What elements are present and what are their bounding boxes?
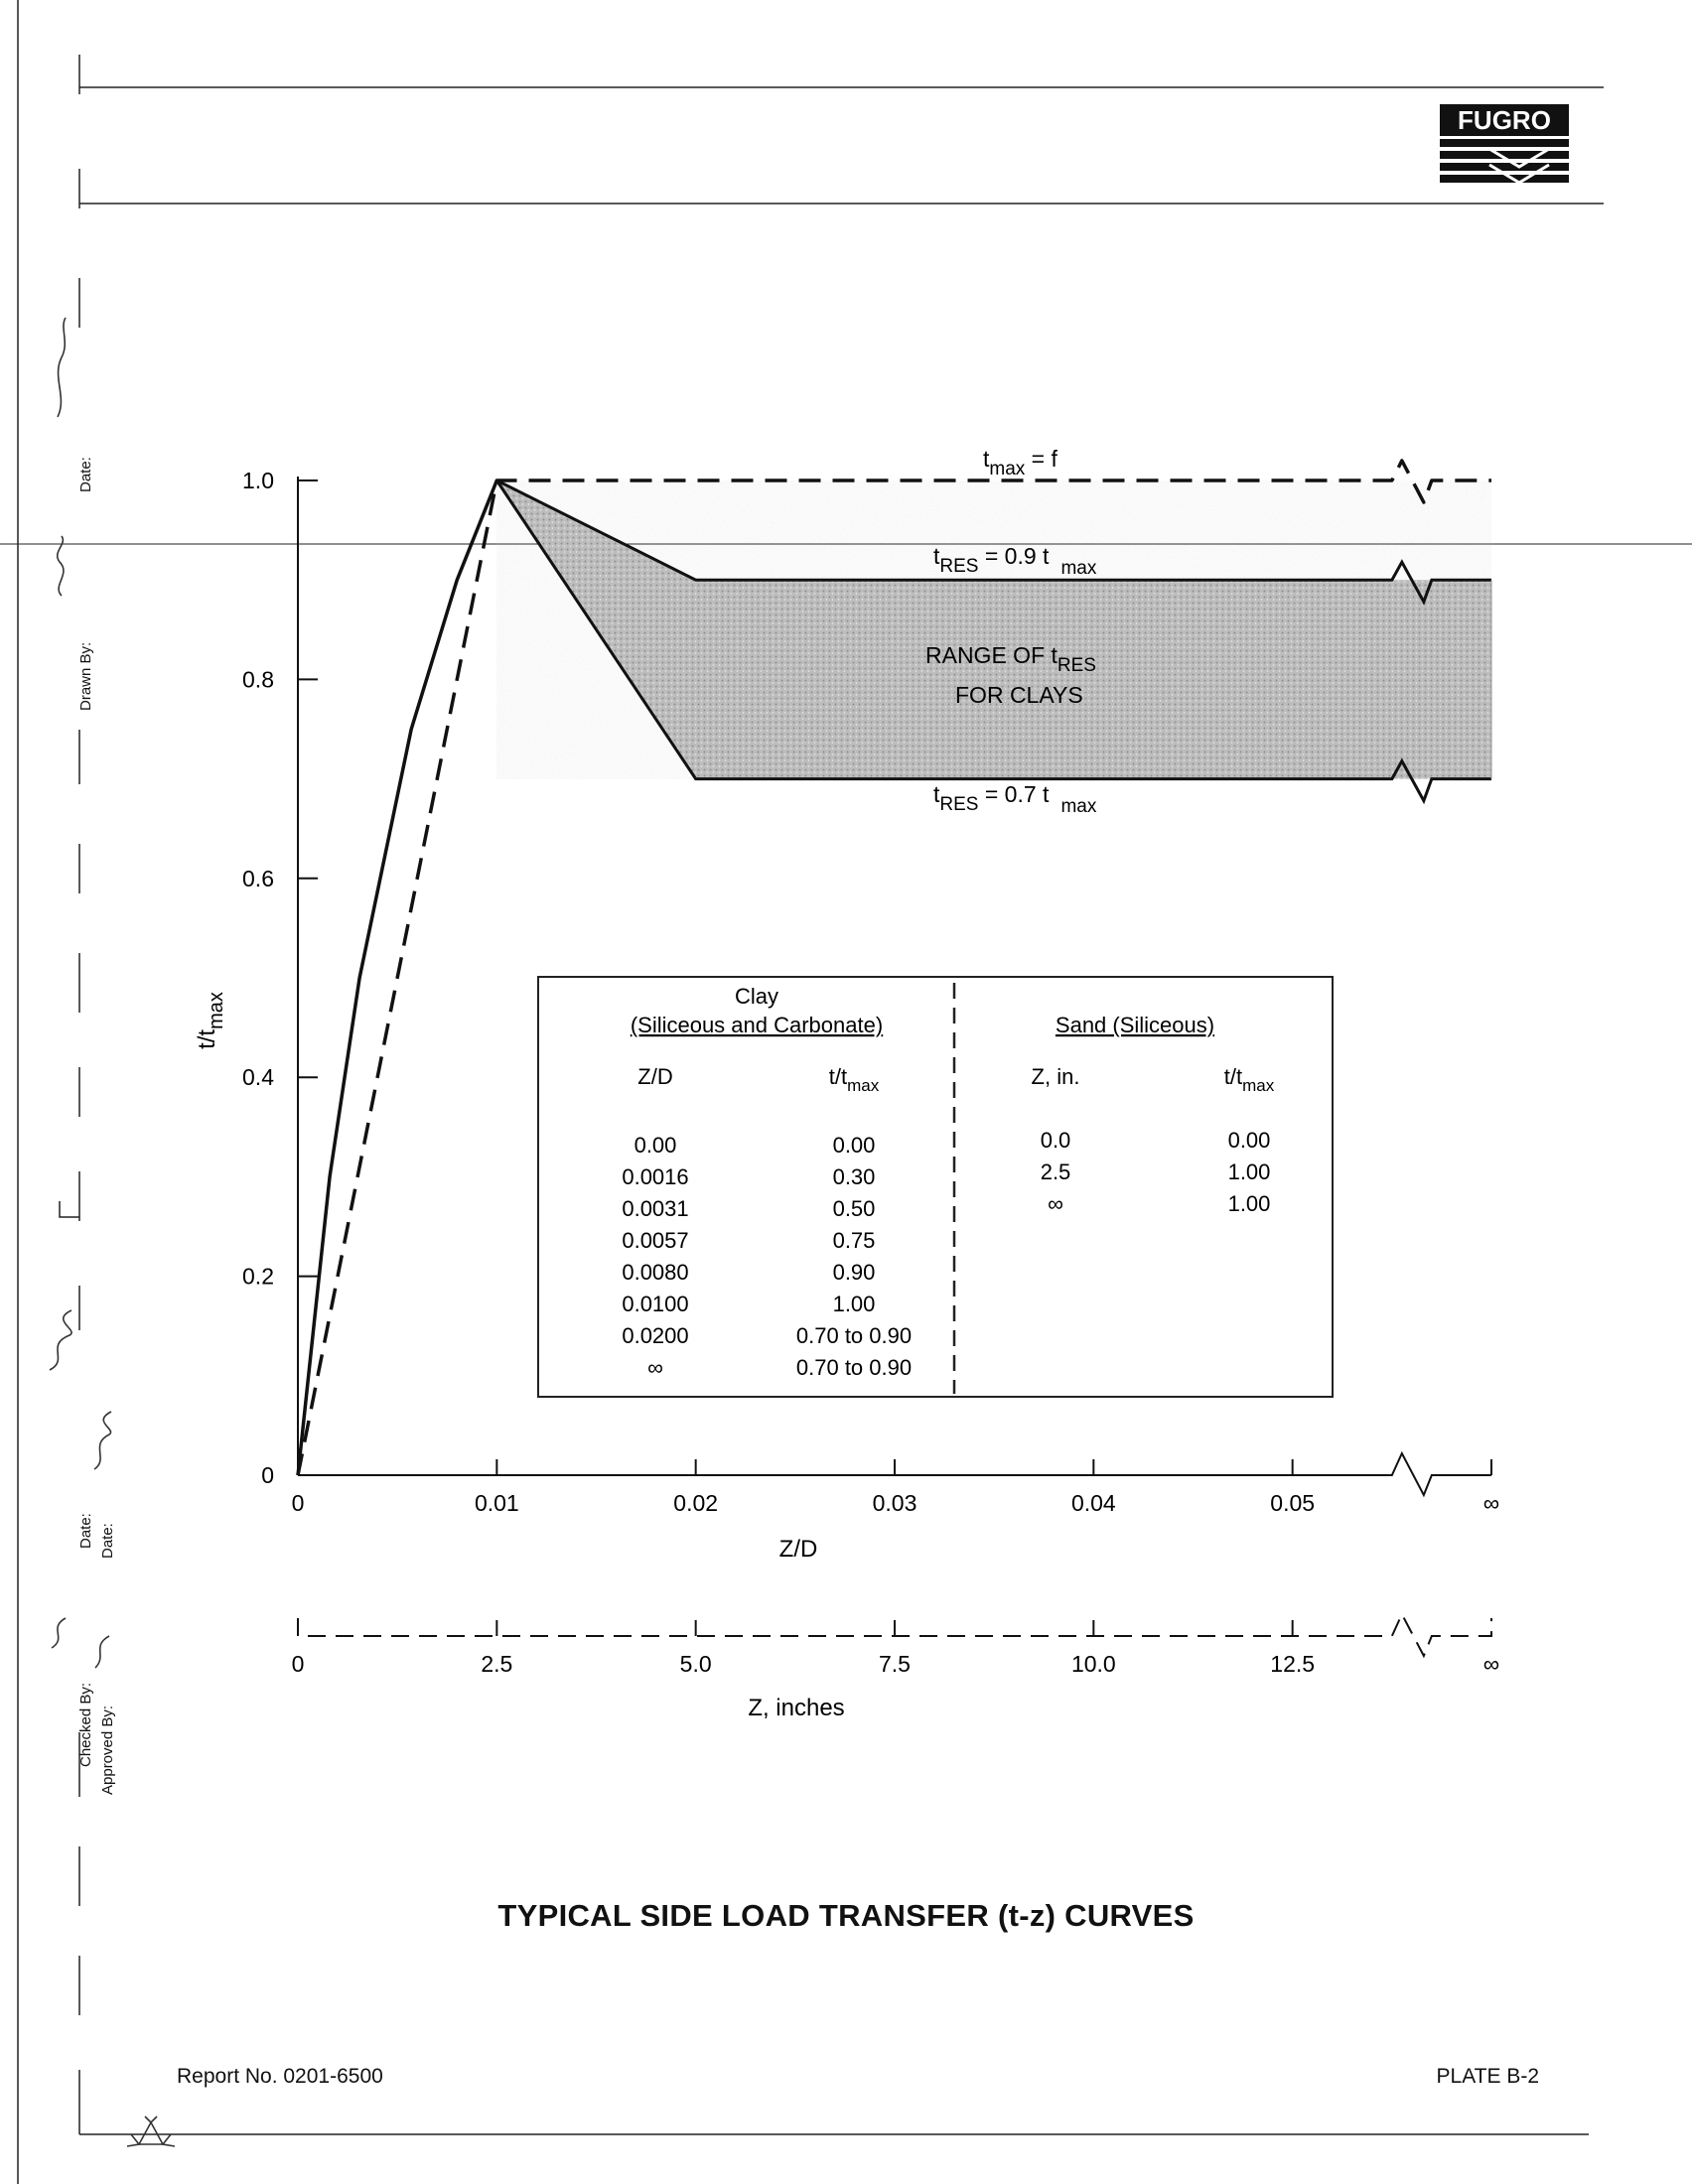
approved-by-label: Approved By: (99, 1705, 116, 1795)
clay-col-zd: Z/D (637, 1064, 673, 1089)
x2-tick-label: ∞ (1482, 1651, 1500, 1677)
clay-row-ttmax: 0.30 (832, 1164, 876, 1189)
x2-tick-label: 7.5 (879, 1651, 911, 1677)
x2-axis-title: Z, inches (748, 1695, 845, 1721)
x-tick-label: ∞ (1482, 1490, 1500, 1516)
plate-title: TYPICAL SIDE LOAD TRANSFER (t-z) CURVES (497, 1898, 1195, 1933)
x2-tick-label: 12.5 (1270, 1651, 1316, 1677)
tres-upper-label: $t_{RES} = 0.9$ t $_{max}$ (933, 543, 1097, 579)
recycle-icon (127, 2116, 175, 2146)
sand-col-ttmax: $t/t_{max}$ (1223, 1064, 1275, 1095)
sand-header: Sand (Siliceous) (1055, 1013, 1215, 1037)
tmax-label: $t_{max} = f$ (983, 446, 1058, 479)
sand-row-z: ∞ (1048, 1191, 1063, 1216)
x-tick-label: 0 (291, 1490, 305, 1516)
clay-row-zd: 0.0200 (622, 1323, 689, 1348)
clay-row-zd: ∞ (647, 1355, 663, 1380)
y-tick-label: 0.2 (242, 1263, 274, 1290)
checked-date-label: Date: (77, 1513, 94, 1549)
drawn-by-label: Drawn By: (77, 641, 94, 711)
x-tick-label: 0.03 (872, 1490, 917, 1516)
clay-row-ttmax: 0.00 (832, 1133, 876, 1158)
clay-row-zd: 0.0057 (622, 1228, 689, 1253)
clay-row-zd: 0.00 (634, 1133, 677, 1158)
x2-tick-label: 0 (291, 1651, 305, 1677)
checked-by-label: Checked By: (77, 1682, 94, 1767)
tres-lower-label: $t_{RES} = 0.7$ t $_{max}$ (933, 781, 1097, 817)
clay-subheader: (Siliceous and Carbonate) (630, 1013, 884, 1037)
y-tick-label: 0.6 (242, 865, 274, 891)
x2-tick-label: 10.0 (1070, 1651, 1116, 1677)
x2-tick-label: 5.0 (679, 1651, 712, 1677)
y-tick-label: 1.0 (242, 468, 274, 493)
x-axis-title: Z/D (778, 1536, 818, 1563)
tz-values-table (538, 977, 1333, 1397)
clay-col-ttmax: $t/t_{max}$ (828, 1064, 880, 1095)
x-tick-label: 0.05 (1270, 1490, 1316, 1516)
logo-wordmark: FUGRO (1458, 105, 1551, 135)
clay-row-ttmax: 0.50 (832, 1196, 876, 1221)
clay-row-ttmax: 0.70 to 0.90 (795, 1355, 913, 1380)
report-number: Report No. 0201-6500 (177, 2065, 383, 2088)
approved-date-label: Date: (99, 1523, 116, 1559)
clay-row-zd: 0.0100 (622, 1292, 689, 1316)
clay-row-ttmax: 0.70 to 0.90 (795, 1323, 913, 1348)
sand-row-z: 0.0 (1040, 1128, 1071, 1153)
clay-row-zd: 0.0031 (622, 1196, 689, 1221)
sand-row-ttmax: 1.00 (1227, 1160, 1271, 1184)
sand-row-z: 2.5 (1040, 1160, 1071, 1184)
plate-number: PLATE B-2 (1436, 2065, 1539, 2088)
clay-header: Clay (734, 984, 779, 1009)
signature-marks (50, 318, 111, 1668)
range-label-line1: RANGE OF $t_{RES}$ (925, 642, 1096, 676)
x-tick-label: 0.04 (1070, 1490, 1116, 1516)
clay-row-ttmax: 1.00 (832, 1292, 876, 1316)
sand-row-ttmax: 0.00 (1227, 1128, 1271, 1153)
y-axis-title: $t/t_{max}$ (194, 992, 227, 1049)
y-tick-label: 0.8 (242, 666, 274, 693)
sand-row-ttmax: 1.00 (1227, 1191, 1271, 1216)
fugro-logo (1440, 104, 1569, 183)
drawn-date-label: Date: (77, 457, 94, 492)
x-tick-label: 0.02 (673, 1490, 719, 1516)
sand-col-z: Z, in. (1031, 1064, 1080, 1089)
clay-row-zd: 0.0080 (622, 1260, 689, 1285)
range-label-line2: FOR CLAYS (955, 682, 1083, 708)
y-tick-label: 0 (261, 1462, 274, 1488)
clay-row-ttmax: 0.75 (832, 1228, 876, 1253)
clay-row-ttmax: 0.90 (832, 1260, 876, 1285)
residual-band-layer (496, 480, 1491, 801)
y-tick-label: 0.4 (242, 1064, 274, 1091)
residual-range-band-texture (496, 480, 1491, 779)
x-tick-label: 0.01 (474, 1490, 519, 1516)
x2-tick-label: 2.5 (481, 1651, 513, 1677)
clay-row-zd: 0.0016 (622, 1164, 689, 1189)
